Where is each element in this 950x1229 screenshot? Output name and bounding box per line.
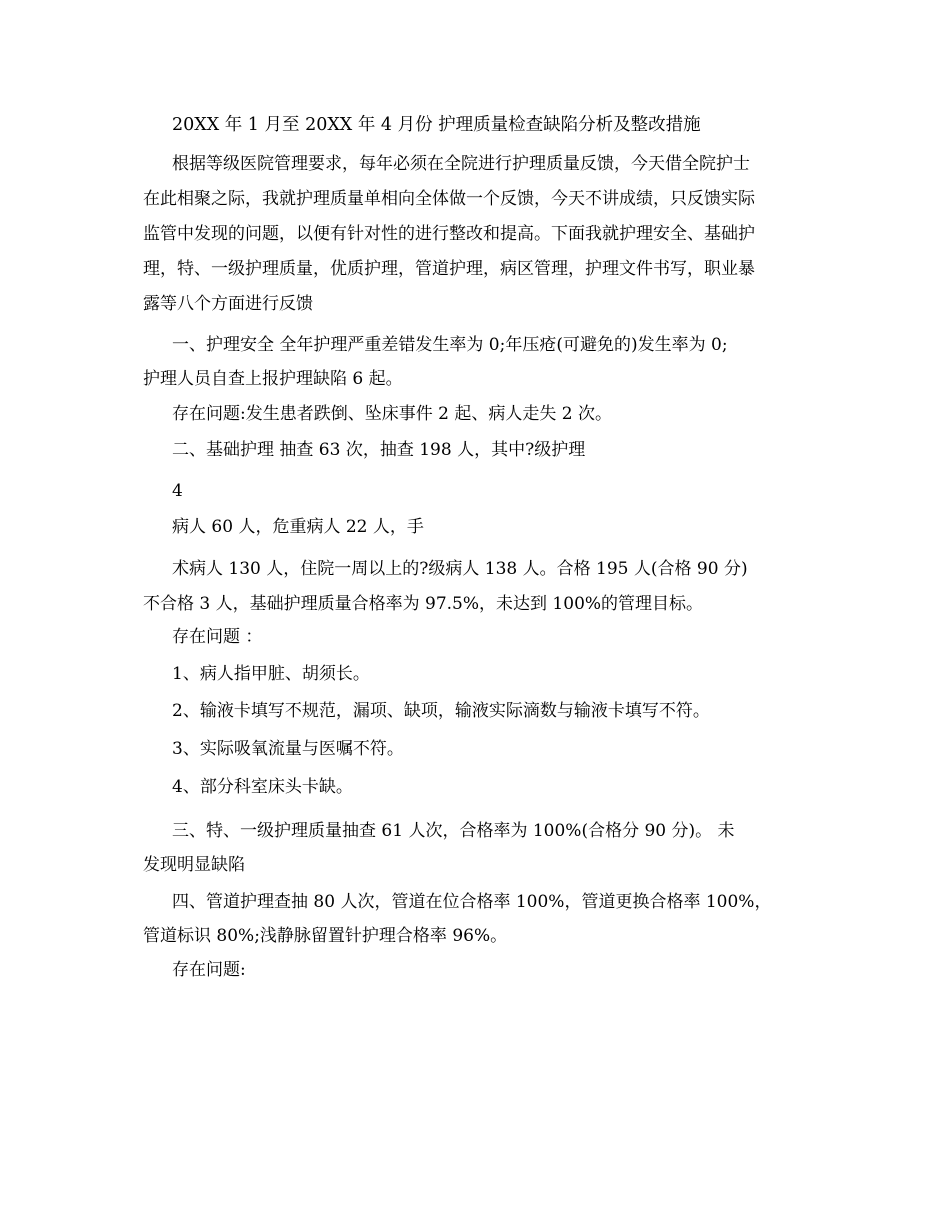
paragraph-line: 病人 60 人，危重病人 22 人，手 [172, 517, 424, 537]
paragraph-line: 一、护理安全 全年护理严重差错发生率为 0;年压疮(可避免的)发生率为 0; [172, 335, 728, 355]
list-item: 1、病人指甲脏、胡须长。 [172, 664, 370, 684]
paragraph-line: 术病人 130 人，住院一周以上的?级病人 138 人。合格 195 人(合格 90 分) [172, 559, 748, 579]
paragraph-line: 存在问题:发生患者跌倒、坠床事件 2 起、病人走失 2 次。 [172, 404, 612, 424]
paragraph-line: 护理人员自查上报护理缺陷 6 起。 [143, 369, 403, 389]
paragraph-line: 二、基础护理 抽查 63 次，抽查 198 人，其中?级护理 [172, 440, 586, 460]
paragraph-line: 存在问题 ： [172, 627, 263, 647]
paragraph-line: 三、特、一级护理质量抽查 61 人次，合格率为 100%(合格分 90 分)。 未 [172, 821, 735, 841]
paragraph-line: 4 [172, 481, 183, 501]
paragraph-line: 不合格 3 人，基础护理质量合格率为 97.5%，未达到 100%的管理目标。 [143, 594, 704, 614]
paragraph-line: 存在问题: [172, 960, 246, 980]
list-item: 4、部分科室床头卡缺。 [172, 777, 353, 797]
list-item: 3、实际吸氧流量与医嘱不符。 [172, 739, 404, 759]
paragraph-line: 理，特、一级护理质量，优质护理，管道护理，病区管理，护理文件书写，职业暴 [143, 259, 755, 279]
list-item: 2、输液卡填写不规范，漏项、缺项，输液实际滴数与输液卡填写不符。 [172, 701, 710, 721]
paragraph-line: 监管中发现的问题，以便有针对性的进行整改和提高。下面我就护理安全、基础护 [143, 224, 755, 244]
paragraph-line: 管道标识 80%;浅静脉留置针护理合格率 96%。 [143, 926, 508, 946]
paragraph-line: 在此相聚之际，我就护理质量单相向全体做一个反馈，今天不讲成绩，只反馈实际 [143, 189, 755, 209]
paragraph-line: 发现明显缺陷 [143, 855, 245, 875]
document-title: 20XX 年 1 月至 20XX 年 4 月份 护理质量检查缺陷分析及整改措施 [172, 115, 701, 135]
paragraph-line: 四、管道护理查抽 80 人次，管道在位合格率 100%，管道更换合格率 100%， [172, 892, 772, 912]
paragraph-line: 根据等级医院管理要求，每年必须在全院进行护理质量反馈，今天借全院护士 [172, 154, 750, 174]
paragraph-line: 露等八个方面进行反馈 [143, 294, 313, 314]
